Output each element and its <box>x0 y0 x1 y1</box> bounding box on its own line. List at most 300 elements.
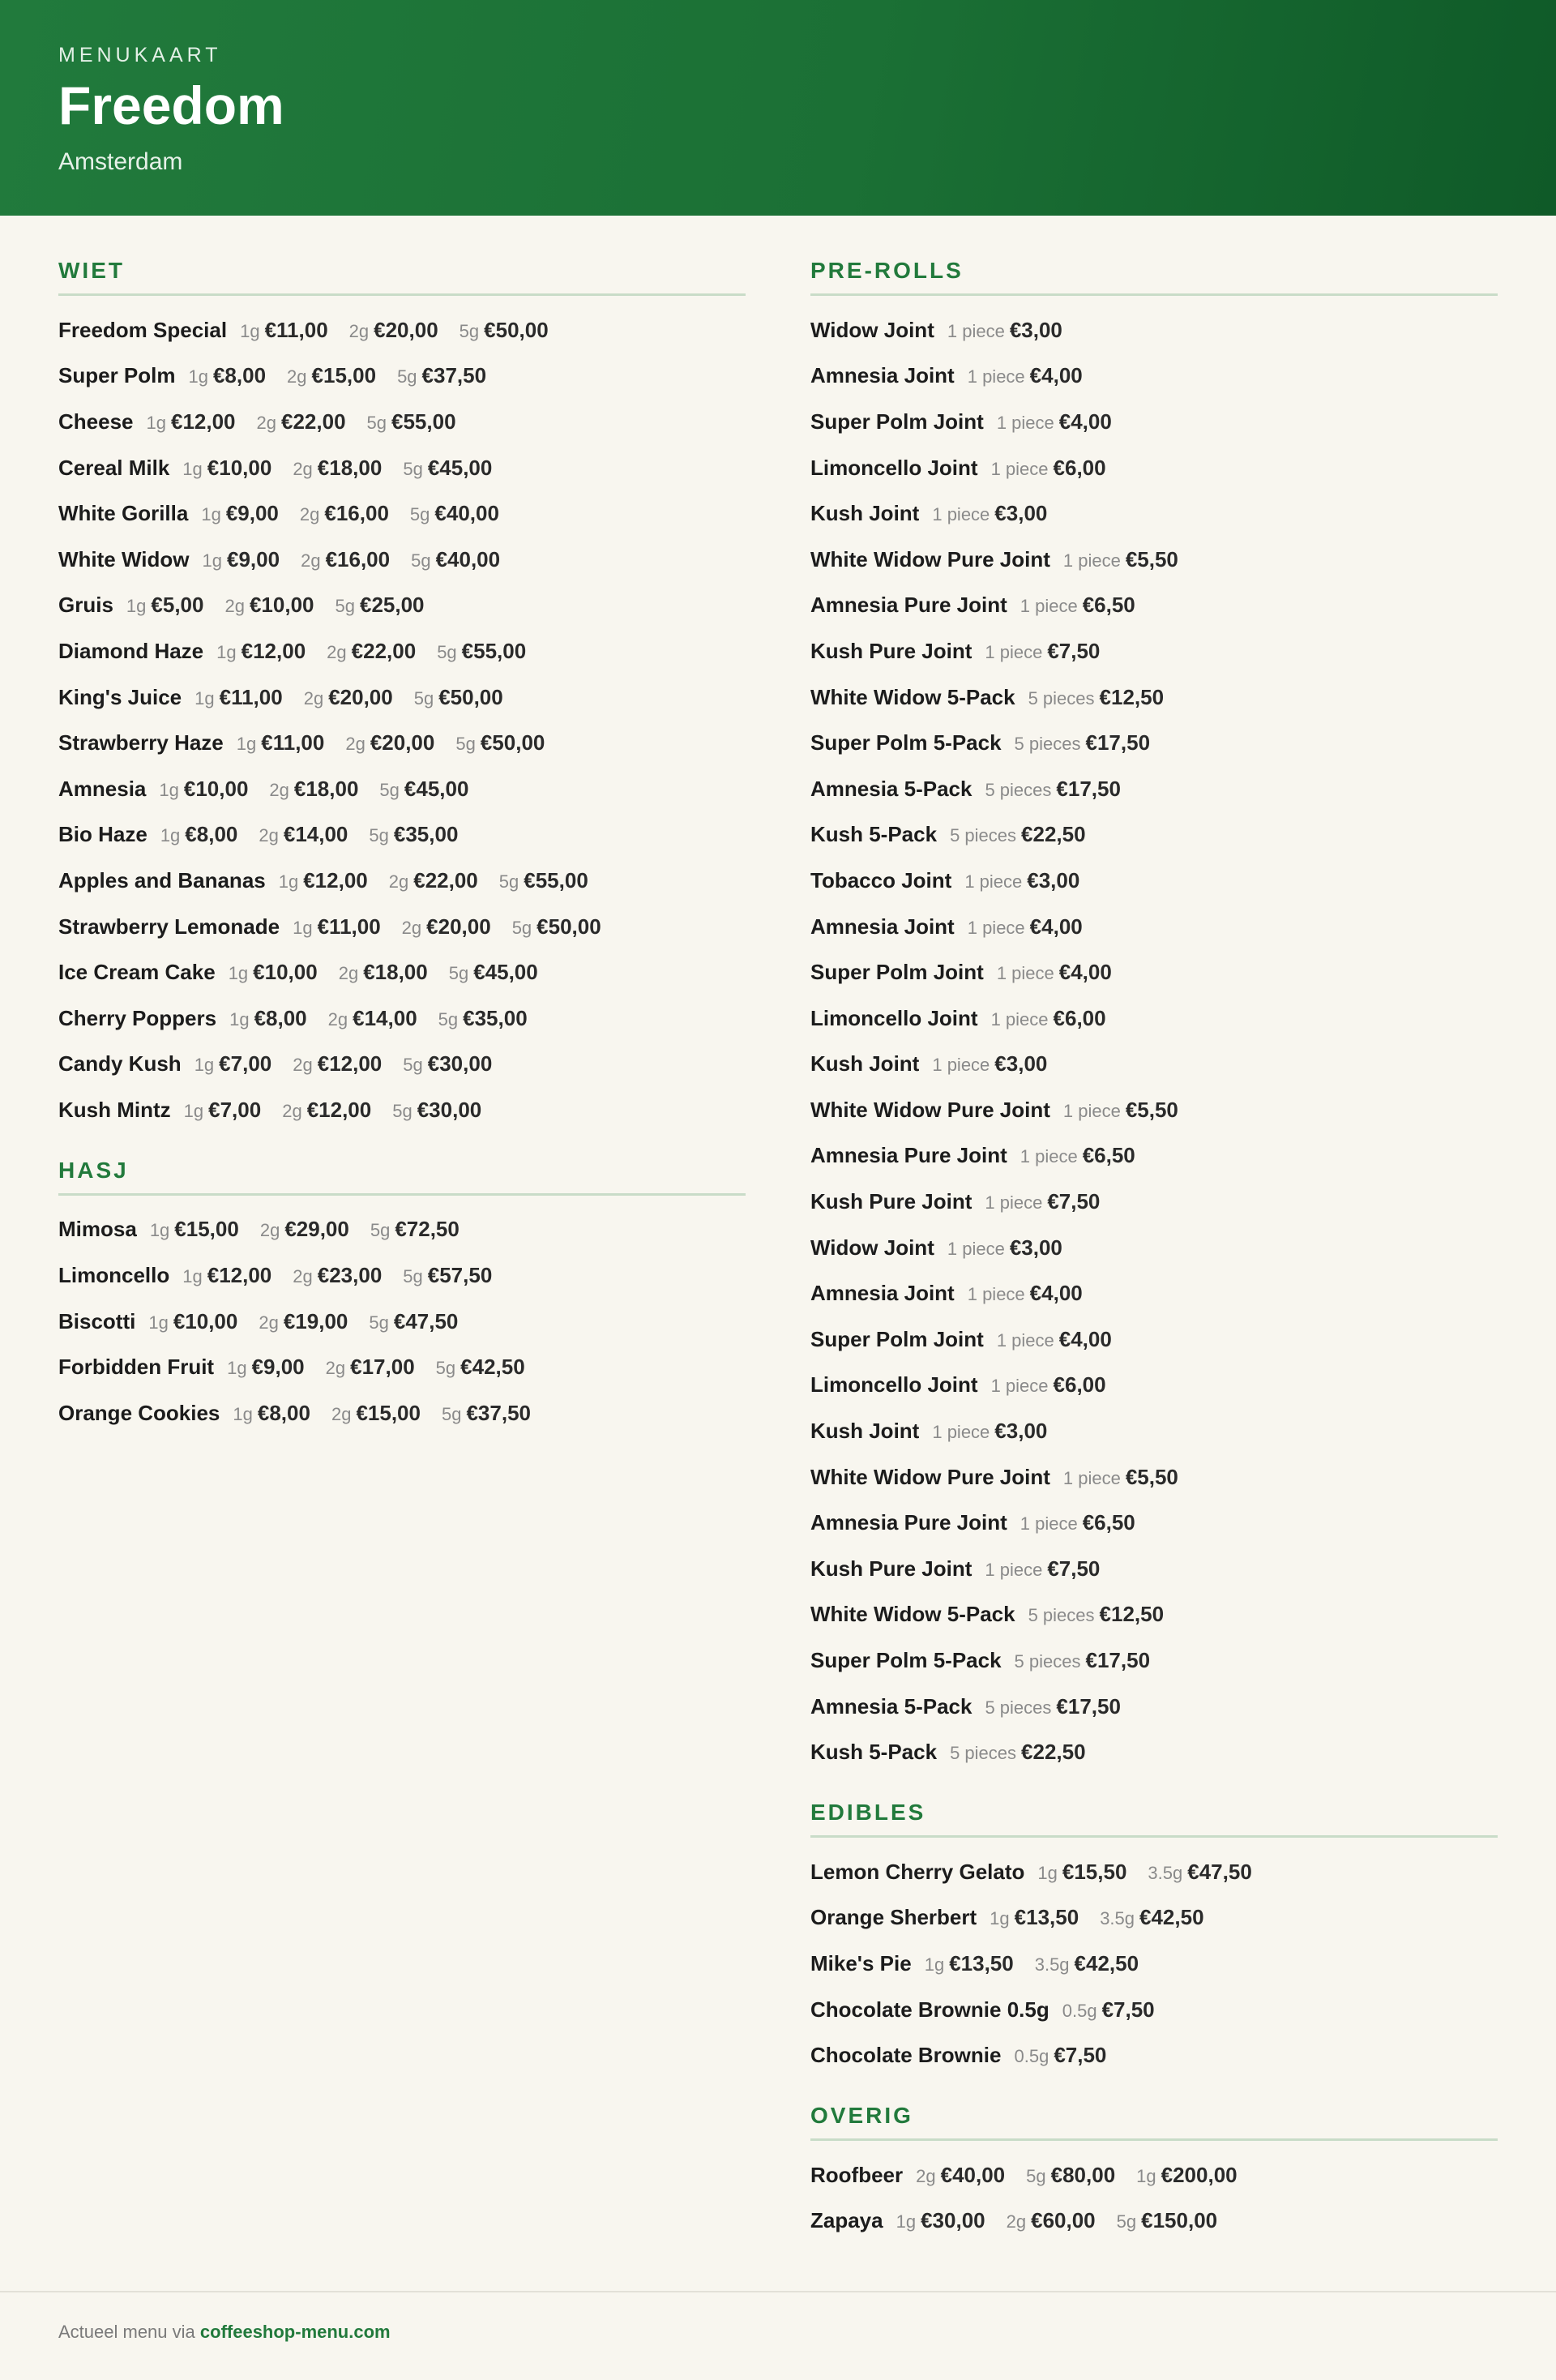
price-amount: €50,00 <box>536 914 601 939</box>
price-amount: €6,50 <box>1082 593 1135 618</box>
price-option <box>991 1006 1106 1031</box>
item-name: Amnesia Pure Joint <box>810 593 1007 618</box>
price-unit: 5g <box>369 1312 389 1333</box>
price-unit: 1 piece <box>967 917 1025 938</box>
price-unit: 1g <box>228 963 249 984</box>
price-amount: €5,50 <box>1125 1097 1178 1122</box>
price-amount: €3,00 <box>994 501 1048 526</box>
price-option <box>147 409 236 434</box>
item-name: Chocolate Brownie <box>810 2043 1002 2068</box>
price-option <box>985 1189 1100 1214</box>
price-option <box>282 1098 371 1123</box>
item-name: Roofbeer <box>810 2162 904 2187</box>
price-amount: €13,50 <box>1014 1905 1079 1930</box>
price-option <box>301 547 390 572</box>
item-name: Amnesia Joint <box>810 1281 955 1306</box>
price-unit: 1 piece <box>967 1284 1025 1305</box>
price-amount: €22,00 <box>281 409 346 434</box>
menu-item <box>58 949 746 995</box>
price-option <box>336 593 425 618</box>
price-option <box>240 318 328 343</box>
price-amount: €25,00 <box>359 593 425 618</box>
price-option <box>182 1263 271 1288</box>
price-unit: 2g <box>916 2165 936 2186</box>
menu-item <box>58 1390 746 1436</box>
price-unit: 5 pieces <box>985 1697 1052 1718</box>
price-amount: €4,00 <box>1058 1326 1112 1351</box>
item-name: Kush Joint <box>810 1419 920 1444</box>
price-amount: €20,00 <box>328 684 393 709</box>
item-name: Kush 5-Pack <box>810 822 938 847</box>
price-unit: 5g <box>397 366 417 387</box>
price-unit: 5g <box>370 1220 391 1241</box>
price-option <box>369 1309 458 1334</box>
item-name: White Widow 5-Pack <box>810 684 1015 709</box>
item-name: Orange Cookies <box>58 1400 220 1425</box>
menu-item <box>58 720 746 766</box>
item-name: Limoncello Joint <box>810 1005 978 1030</box>
menu-item <box>58 904 746 950</box>
price-option <box>293 914 381 940</box>
price-amount: €6,00 <box>1053 455 1106 480</box>
price-option <box>216 639 306 664</box>
price-unit: 1 piece <box>1062 1467 1121 1488</box>
menu-item <box>810 2198 1498 2245</box>
price-unit: 1g <box>149 1220 170 1241</box>
menu-item <box>58 537 746 583</box>
item-name: Chocolate Brownie 0.5g <box>810 1997 1049 2022</box>
menu-item <box>810 1316 1498 1363</box>
price-option <box>1020 1143 1135 1168</box>
item-name: Amnesia 5-Pack <box>810 776 972 801</box>
price-option <box>304 685 393 710</box>
item-name: White Gorilla <box>58 501 189 526</box>
price-amount: €22,00 <box>351 638 417 663</box>
price-option <box>300 501 389 526</box>
price-amount: €50,00 <box>480 730 545 756</box>
price-amount: €3,00 <box>1009 317 1062 342</box>
menu-item <box>810 812 1498 858</box>
price-amount: €15,00 <box>174 1217 239 1242</box>
menu-item <box>58 1087 746 1133</box>
price-option <box>449 960 538 985</box>
menu-header <box>0 0 1556 216</box>
menu-item <box>810 445 1498 491</box>
price-amount: €8,00 <box>257 1400 310 1425</box>
item-name: Limoncello Joint <box>810 1372 978 1398</box>
price-amount: €22,50 <box>1021 1740 1086 1765</box>
price-option <box>369 822 458 847</box>
price-amount: €9,00 <box>225 501 279 526</box>
price-amount: €80,00 <box>1050 2162 1116 2187</box>
menu-item <box>810 1042 1498 1088</box>
price-amount: €50,00 <box>438 684 503 709</box>
menu-item <box>810 1849 1498 1895</box>
price-option <box>1020 1510 1135 1535</box>
price-unit: 1g <box>293 917 313 938</box>
price-option <box>194 685 283 710</box>
price-amount: €42,50 <box>1074 1950 1139 1975</box>
price-amount: €10,00 <box>183 776 249 801</box>
menu-footer <box>0 2291 1556 2380</box>
item-name: Kush Pure Joint <box>810 1189 972 1214</box>
price-option <box>403 456 492 481</box>
price-unit: 5g <box>392 1100 413 1121</box>
item-name: Strawberry Haze <box>58 730 224 756</box>
menu-item <box>810 1179 1498 1225</box>
price-unit: 1 piece <box>990 458 1049 479</box>
menu-item <box>58 812 746 858</box>
price-unit: 5g <box>403 458 423 479</box>
price-amount: €16,00 <box>324 501 389 526</box>
price-option <box>968 1281 1083 1306</box>
price-unit: 1g <box>233 1403 253 1424</box>
price-amount: €5,50 <box>1125 1464 1178 1489</box>
item-name: Limoncello Joint <box>810 455 978 480</box>
price-option <box>442 1401 531 1426</box>
price-unit: 1g <box>1037 1862 1058 1883</box>
price-unit: 1 piece <box>1020 1146 1078 1167</box>
menu-item <box>58 353 746 400</box>
price-unit: 1 piece <box>996 1329 1054 1351</box>
price-unit: 5g <box>379 779 400 800</box>
price-option <box>932 501 1047 526</box>
right-column <box>810 258 1498 2268</box>
item-name: Candy Kush <box>58 1051 182 1077</box>
item-name: Ice Cream Cake <box>58 960 216 985</box>
price-amount: €47,50 <box>393 1308 459 1333</box>
shop-name: Freedom <box>58 75 284 135</box>
menu-item <box>810 399 1498 445</box>
price-option <box>188 363 266 388</box>
price-unit: 3.5g <box>1100 1908 1135 1929</box>
price-option <box>233 1401 310 1426</box>
price-option <box>1026 2163 1115 2188</box>
price-option <box>460 318 549 343</box>
price-option <box>389 868 478 893</box>
price-option <box>1062 1997 1155 2023</box>
price-amount: €200,00 <box>1161 2162 1238 2187</box>
price-unit: 2g <box>293 458 313 479</box>
price-option <box>1035 1951 1139 1976</box>
menu-item <box>810 537 1498 583</box>
price-unit: 2g <box>348 320 370 341</box>
price-unit: 1g <box>236 734 257 755</box>
item-name: Super Polm 5-Pack <box>810 1648 1002 1673</box>
item-name: White Widow 5-Pack <box>810 1602 1015 1627</box>
price-unit: 2g <box>224 596 245 617</box>
price-option <box>991 456 1106 481</box>
price-amount: €40,00 <box>435 546 501 571</box>
price-unit: 5g <box>369 825 389 846</box>
item-name: Apples and Bananas <box>58 867 266 892</box>
menu-section-overig <box>810 2103 1498 2244</box>
price-unit: 1g <box>924 1954 945 1975</box>
price-unit: 1 piece <box>932 1422 990 1443</box>
price-unit: 5g <box>498 871 519 892</box>
price-unit: 1g <box>148 1312 169 1333</box>
menu-item <box>810 1941 1498 1987</box>
menu-item <box>810 1500 1498 1546</box>
price-option <box>1028 685 1164 710</box>
price-option <box>411 547 500 572</box>
price-unit: 0.5g <box>1014 2046 1049 2067</box>
price-option <box>397 363 486 388</box>
price-option <box>950 1740 1085 1765</box>
item-name: Cherry Poppers <box>58 1005 217 1030</box>
price-amount: €7,50 <box>1047 638 1101 663</box>
price-amount: €6,50 <box>1082 1143 1135 1168</box>
price-amount: €23,00 <box>317 1263 383 1288</box>
menu-item <box>810 1454 1498 1500</box>
price-amount: €45,00 <box>427 455 493 480</box>
price-option <box>257 409 346 434</box>
menu-item <box>58 1207 746 1253</box>
price-option <box>410 501 499 526</box>
menu-item <box>810 1684 1498 1730</box>
price-option <box>402 914 491 940</box>
menu-item <box>58 399 746 445</box>
price-unit: 2g <box>388 871 409 892</box>
item-name: White Widow Pure Joint <box>810 1097 1050 1122</box>
price-amount: €35,00 <box>393 822 459 847</box>
price-unit: 2g <box>1006 2211 1027 2232</box>
price-unit: 1 piece <box>932 504 990 525</box>
price-amount: €10,00 <box>253 960 318 985</box>
item-name: Kush Mintz <box>58 1097 171 1122</box>
menu-item <box>810 490 1498 537</box>
menu-kicker: MENUKAART <box>58 44 222 66</box>
price-option <box>126 593 204 618</box>
price-option <box>916 2163 1005 2188</box>
price-option <box>1007 2208 1096 2233</box>
price-option <box>345 730 434 756</box>
menu-item <box>58 1299 746 1345</box>
price-unit: 5g <box>411 550 431 571</box>
price-option <box>150 1217 239 1242</box>
footer-link[interactable]: coffeeshop-menu.com <box>199 2322 391 2342</box>
price-unit: 2g <box>345 734 365 755</box>
price-option <box>229 1006 307 1031</box>
price-amount: €3,00 <box>1009 1235 1062 1260</box>
price-option <box>194 1051 272 1077</box>
menu-item <box>810 1592 1498 1638</box>
price-option <box>925 1951 1014 1976</box>
price-amount: €17,00 <box>350 1355 415 1380</box>
price-amount: €5,50 <box>1125 546 1178 571</box>
price-unit: 1 piece <box>990 1008 1049 1029</box>
price-unit: 1g <box>202 550 222 571</box>
menu-item <box>58 628 746 674</box>
price-unit: 5g <box>448 963 469 984</box>
price-amount: €40,00 <box>434 501 499 526</box>
menu-item <box>58 490 746 537</box>
price-amount: €12,00 <box>303 867 368 892</box>
price-option <box>991 1372 1106 1398</box>
menu-item <box>810 858 1498 904</box>
price-amount: €5,00 <box>151 593 204 618</box>
price-option <box>1037 1860 1126 1885</box>
price-unit: 2g <box>331 1403 352 1424</box>
item-name: Super Polm 5-Pack <box>810 730 1002 756</box>
price-amount: €55,00 <box>461 638 527 663</box>
menu-item <box>810 1637 1498 1684</box>
price-option <box>403 1051 492 1077</box>
price-unit: 1g <box>240 320 260 341</box>
price-unit: 1g <box>159 779 179 800</box>
price-option <box>414 685 503 710</box>
footer-text: Actueel menu via <box>58 2322 195 2342</box>
price-option <box>1063 1465 1178 1490</box>
price-amount: €35,00 <box>463 1005 528 1030</box>
menu-item <box>810 995 1498 1042</box>
price-unit: 1g <box>146 412 166 433</box>
price-option <box>932 1051 1047 1077</box>
menu-item <box>810 766 1498 812</box>
price-unit: 3.5g <box>1148 1862 1183 1883</box>
menu-item <box>810 720 1498 766</box>
price-option <box>990 1905 1079 1930</box>
menu-item <box>58 1344 746 1390</box>
item-name: Diamond Haze <box>58 638 204 663</box>
price-unit: 2g <box>301 550 321 571</box>
item-name: Widow Joint <box>810 317 934 342</box>
price-option <box>1028 1602 1164 1627</box>
price-option <box>367 409 456 434</box>
price-amount: €7,50 <box>1047 1189 1101 1214</box>
price-amount: €15,00 <box>356 1400 421 1425</box>
menu-item <box>58 307 746 353</box>
menu-item <box>58 766 746 812</box>
price-unit: 2g <box>259 1220 280 1241</box>
price-option <box>1100 1905 1203 1930</box>
item-name: Amnesia Joint <box>810 914 955 939</box>
price-unit: 5g <box>409 504 430 525</box>
price-amount: €14,00 <box>283 822 348 847</box>
section-title: OVERIG <box>810 2103 1498 2141</box>
price-option <box>1117 2208 1217 2233</box>
menu-item <box>810 1895 1498 1941</box>
price-amount: €12,00 <box>207 1263 272 1288</box>
price-option <box>985 1694 1120 1719</box>
price-amount: €3,00 <box>994 1419 1048 1444</box>
price-amount: €72,50 <box>395 1217 460 1242</box>
price-amount: €7,00 <box>219 1051 272 1077</box>
section-title: PRE-ROLLS <box>810 258 1498 296</box>
price-unit: 1g <box>990 1908 1010 1929</box>
price-option <box>1063 1098 1178 1123</box>
item-name: Kush 5-Pack <box>810 1740 938 1765</box>
menu-section-edibles <box>810 1800 1498 2078</box>
item-name: Amnesia Pure Joint <box>810 1143 1007 1168</box>
item-name: Cheese <box>58 409 134 434</box>
price-option <box>1148 1860 1251 1885</box>
price-amount: €11,00 <box>264 317 328 342</box>
price-amount: €30,00 <box>921 2208 985 2233</box>
price-amount: €8,00 <box>254 1005 307 1030</box>
price-unit: 5g <box>1026 2165 1046 2186</box>
price-option <box>985 639 1100 664</box>
price-amount: €11,00 <box>317 914 381 939</box>
price-unit: 5g <box>437 641 457 662</box>
price-amount: €42,50 <box>460 1355 525 1380</box>
price-amount: €15,00 <box>311 363 377 388</box>
price-option <box>997 409 1112 434</box>
price-amount: €37,50 <box>421 363 487 388</box>
menu-item <box>810 1225 1498 1271</box>
item-name: Kush Joint <box>810 501 920 526</box>
item-name: Amnesia Joint <box>810 363 955 388</box>
price-option <box>229 960 318 985</box>
price-unit: 5 pieces <box>1028 687 1095 708</box>
price-amount: €16,00 <box>325 546 391 571</box>
price-option <box>455 730 545 756</box>
price-amount: €17,50 <box>1085 1648 1151 1673</box>
price-unit: 1g <box>278 871 299 892</box>
price-unit: 1 piece <box>990 1376 1049 1397</box>
menu-item <box>810 1087 1498 1133</box>
menu-item <box>810 307 1498 353</box>
price-option <box>1014 2043 1106 2068</box>
price-amount: €7,50 <box>1047 1556 1101 1581</box>
price-option <box>964 868 1079 893</box>
price-unit: 1 piece <box>985 1192 1043 1214</box>
price-amount: €10,00 <box>249 593 314 618</box>
price-amount: €37,50 <box>466 1400 531 1425</box>
price-option <box>436 1355 525 1380</box>
price-unit: 5 pieces <box>950 1743 1017 1764</box>
price-amount: €57,50 <box>427 1263 493 1288</box>
price-option <box>947 1235 1062 1261</box>
price-amount: €55,00 <box>524 867 588 892</box>
price-amount: €55,00 <box>391 409 456 434</box>
price-option <box>237 730 325 756</box>
price-unit: 5 pieces <box>1014 734 1081 755</box>
price-unit: 5g <box>438 1008 459 1029</box>
price-unit: 5g <box>413 687 434 708</box>
price-option <box>947 318 1062 343</box>
price-unit: 2g <box>401 917 422 938</box>
price-unit: 5g <box>441 1403 462 1424</box>
price-unit: 1g <box>896 2211 917 2232</box>
price-option <box>968 914 1083 940</box>
section-title: EDIBLES <box>810 1800 1498 1838</box>
price-amount: €29,00 <box>284 1217 349 1242</box>
price-amount: €6,00 <box>1053 1005 1106 1030</box>
price-unit: 1g <box>183 1100 204 1121</box>
price-amount: €9,00 <box>227 546 280 571</box>
price-unit: 2g <box>327 1008 348 1029</box>
price-unit: 2g <box>269 779 289 800</box>
price-unit: 1g <box>227 1358 247 1379</box>
price-unit: 2g <box>338 963 359 984</box>
price-amount: €40,00 <box>940 2162 1006 2187</box>
menu-item <box>810 2032 1498 2078</box>
item-name: Widow Joint <box>810 1235 934 1260</box>
menu-item <box>810 1133 1498 1179</box>
menu-item <box>58 1252 746 1299</box>
price-amount: €4,00 <box>1029 1281 1083 1306</box>
price-amount: €20,00 <box>374 317 438 342</box>
price-unit: 1 piece <box>932 1055 990 1076</box>
menu-item <box>58 674 746 721</box>
menu-item <box>58 445 746 491</box>
left-column <box>58 258 746 1461</box>
price-amount: €3,00 <box>1027 867 1080 892</box>
price-option <box>950 822 1085 847</box>
price-amount: €7,00 <box>208 1097 262 1122</box>
item-name: Amnesia Pure Joint <box>810 1510 1007 1535</box>
